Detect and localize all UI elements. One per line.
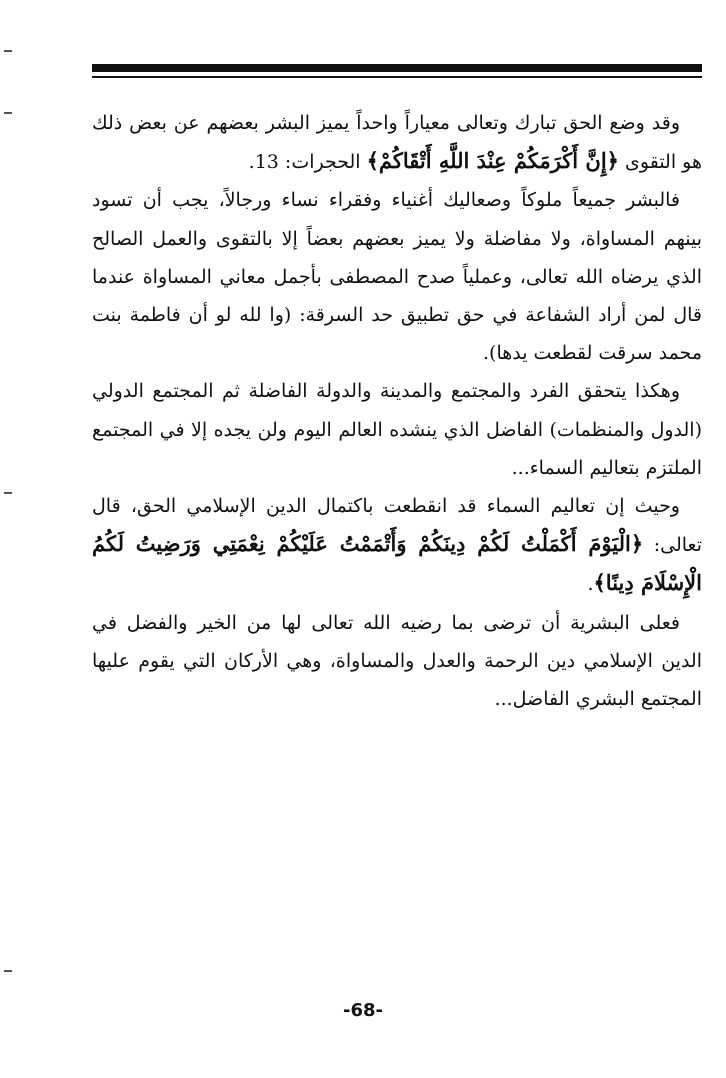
margin-mark <box>4 492 12 494</box>
margin-mark <box>4 112 12 114</box>
paragraph-text: وحيث إن تعاليم السماء قد انقطعت باكتمال الدين الإسلامي الحق، قال تعالى: <box>92 495 703 557</box>
paragraph-text: وهكذا يتحقق الفرد والمجتمع والمدينة والدولة الفاضلة ثم المجتمع الدولي (الدول والمنظمات) الفاضل الذي ينشده العالم اليوم ولن يجده إلا في المجتمع الملتزم بتعاليم السماء... <box>92 380 702 479</box>
margin-mark <box>4 970 12 972</box>
paragraph-completion-of-religion <box>92 487 702 604</box>
quran-verse-maidah: ﴿الْيَوْمَ أَكْمَلْتُ لَكُمْ دِينَكُمْ وَأَتْمَمْتُ عَلَيْكُمْ نِعْمَتِي وَرَضِيتُ لَكُمُ الْإِسْلَامَ دِينًا﴾ <box>92 531 702 596</box>
verse-reference: الحجرات: 13. <box>248 151 367 174</box>
paragraph-taqwa <box>92 104 702 181</box>
paragraph-virtuous-society <box>92 372 702 487</box>
paragraph-text: وقد وضع الحق تبارك وتعالى معياراً واحداً يميز البشر بعضهم عن بعض ذلك هو التقوى <box>92 112 702 174</box>
paragraph-conclusion <box>92 604 702 719</box>
page-number: -68- <box>343 1000 383 1021</box>
margin-mark <box>4 50 12 52</box>
header-rule-thick <box>92 64 702 72</box>
paragraph-text: فعلى البشرية أن ترضى بما رضيه الله تعالى لها من الخير والفضل في الدين الإسلامي دين الرحمة والعدل والمساواة، وهي الأركان التي يقوم عليها المجتمع البشري الفاضل... <box>92 611 702 711</box>
paragraph-text: فالبشر جميعاً ملوكاً وصعاليك أغنياء وفقراء نساء ورجالاً، يجب أن تسود بينهم المساواة، ولا مفاضلة ولا يميز بعضهم بعضاً إلا بالتقوى والعمل الصالح الذي يرضاه الله تعالى، وعملياً صدح المصطفى بأجمل معاني المساواة عندما قال لمن أراد الشفاعة في حق تطبيق حد السرقة: (وا لله لو أن فاطمة بنت محمد سرقت لقطعت يدها). <box>92 189 702 365</box>
header-rule-thin <box>92 76 702 78</box>
page-body <box>92 104 702 718</box>
paragraph-equality <box>92 181 702 372</box>
quran-verse-hujurat: ﴿إِنَّ أَكْرَمَكُمْ عِنْدَ اللَّهِ أَتْقَاكُمْ﴾ <box>366 148 619 174</box>
paragraph-text: . <box>587 573 594 596</box>
